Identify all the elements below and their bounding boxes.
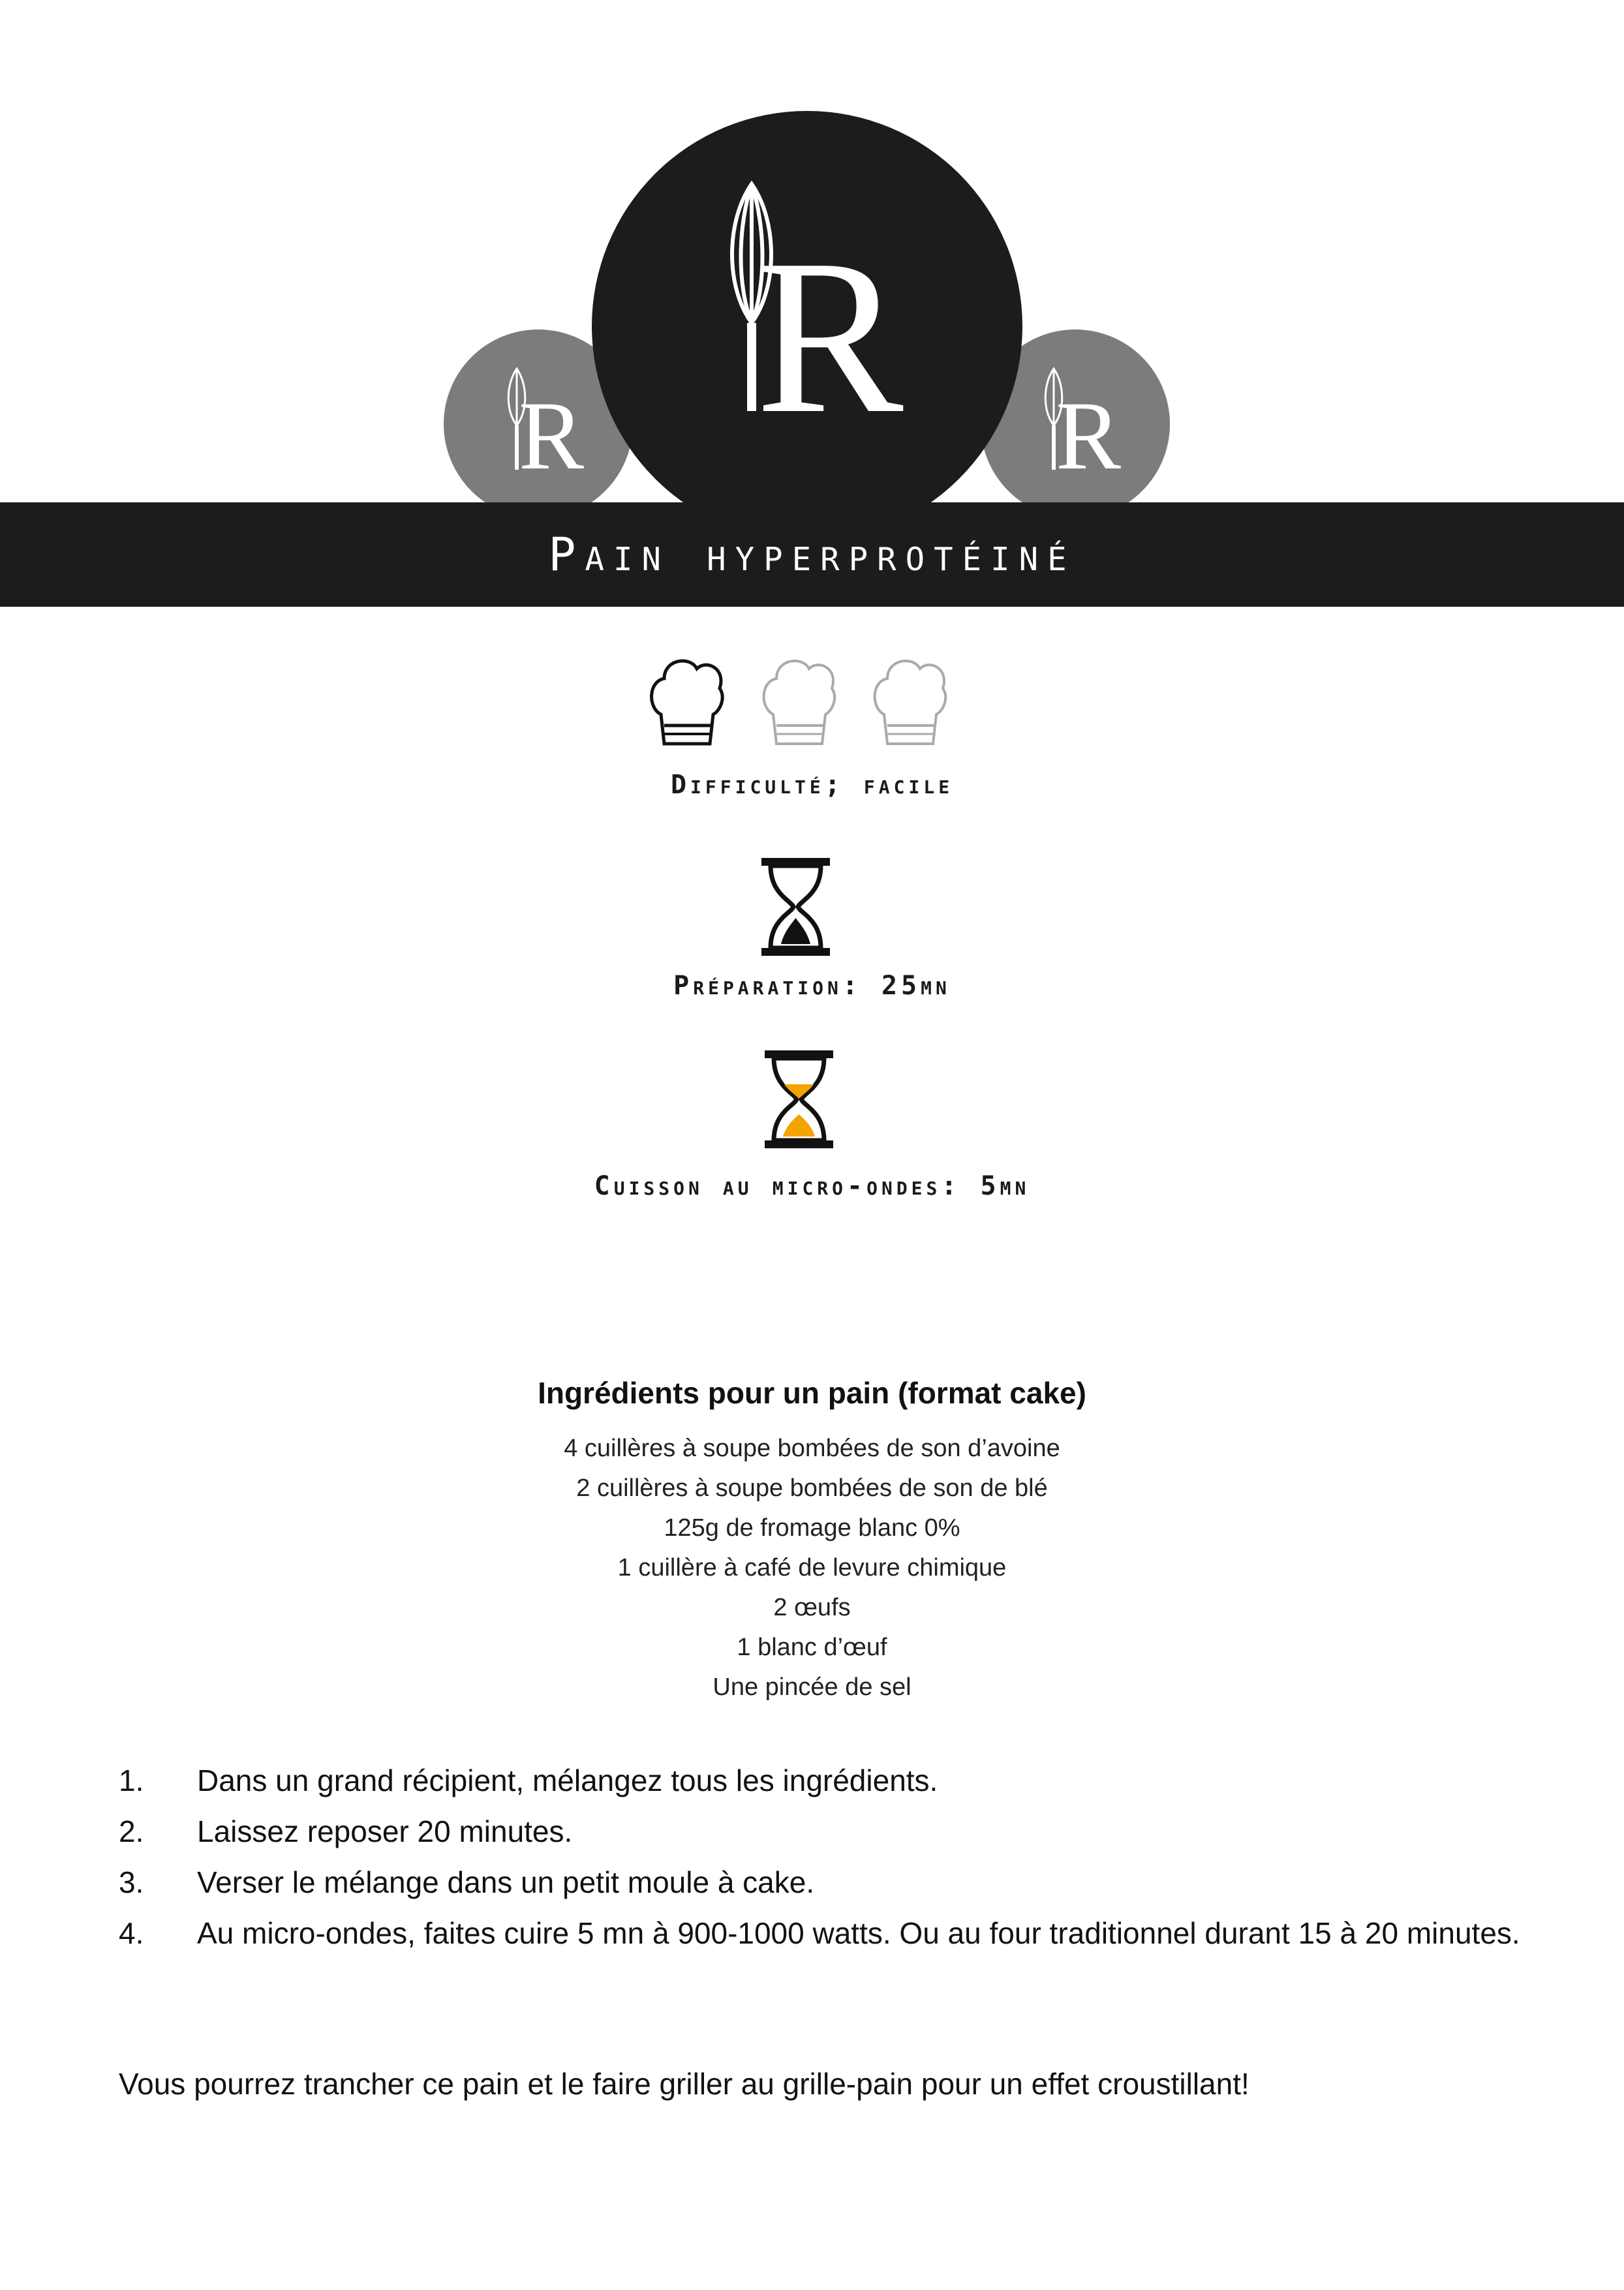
- step-number: 2.: [119, 1814, 144, 1848]
- list-item: 1 blanc d’œuf: [737, 1634, 887, 1661]
- difficulty-rating: [633, 652, 959, 757]
- chef-hat-icon: [645, 652, 729, 750]
- preparation-label: Préparation: 25mn: [673, 971, 951, 1001]
- step-text: Laissez reposer 20 minutes.: [197, 1814, 573, 1848]
- list-item: 1 cuillère à café de levure chimique: [617, 1554, 1007, 1581]
- cooking-label: Cuisson au micro-ondes: 5mn: [594, 1171, 1030, 1201]
- title-band: [0, 502, 1624, 607]
- step-item: [119, 1755, 1522, 1806]
- chef-hat-icon: [868, 652, 953, 750]
- hourglass-orange-icon: [765, 1050, 833, 1148]
- steps-list: [119, 1755, 1522, 1959]
- step-item: [119, 1857, 1522, 1908]
- difficulty-label: Difficulté; facile: [670, 770, 954, 800]
- step-number: 3.: [119, 1865, 144, 1899]
- logo-left-letter: R: [519, 382, 585, 490]
- step-number: 1.: [119, 1763, 144, 1797]
- ingredients-title: Ingrédients pour un pain (format cake): [538, 1376, 1086, 1410]
- step-item: [119, 1806, 1522, 1857]
- hourglass-icon: [761, 858, 830, 956]
- step-text: Au micro-ondes, faites cuire 5 mn à 900-1000 watts. Ou au four traditionnel durant 15 à 20 minutes.: [197, 1916, 1520, 1950]
- list-item: 2 œufs: [773, 1594, 851, 1621]
- step-number: 4.: [119, 1916, 144, 1950]
- list-item: 4 cuillères à soupe bombées de son d’avoine: [564, 1435, 1060, 1462]
- page-title: Pain hyperprotéiné: [548, 528, 1076, 581]
- ingredients-list: [0, 1429, 1624, 1707]
- logo-right-letter: R: [1056, 382, 1122, 490]
- list-item: 125g de fromage blanc 0%: [664, 1514, 960, 1542]
- step-text: Verser le mélange dans un petit moule à cake.: [197, 1865, 815, 1899]
- step-item: [119, 1908, 1522, 1959]
- closing-note: Vous pourrez trancher ce pain et le faire griller au grille-pain pour un effet croustillant!: [119, 2067, 1249, 2101]
- chef-hat-icon: [757, 652, 842, 750]
- step-text: Dans un grand récipient, mélangez tous les ingrédients.: [197, 1763, 938, 1797]
- list-item: Une pincée de sel: [712, 1673, 912, 1701]
- logo-main-letter: R: [756, 213, 904, 459]
- list-item: 2 cuillères à soupe bombées de son de blé: [576, 1474, 1048, 1502]
